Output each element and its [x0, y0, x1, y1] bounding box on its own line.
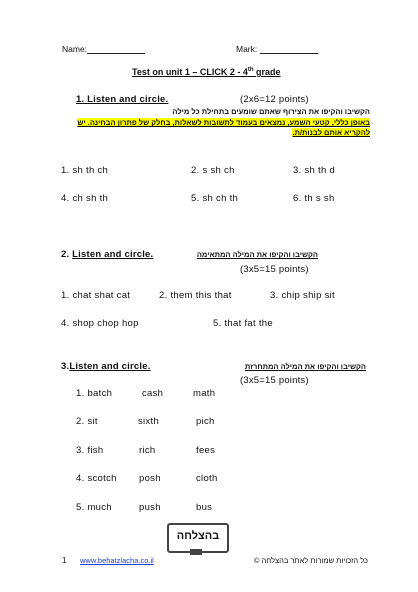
name-row	[62, 44, 145, 54]
list-item: 4. shop chop hop	[61, 318, 139, 329]
section1-heading: 1. Listen and circle.	[76, 94, 169, 105]
website-link[interactable]: www.behatzlacha.co.il	[80, 556, 154, 565]
section1-instruction: הקשיבו והקיפו את הצירוף שאתם שומעים בתחילת כל מילה	[172, 107, 370, 116]
section2-instruction: הקשיבו והקיפו את המילה המתאימה	[196, 250, 318, 259]
section3-points: (3x5=15 points)	[240, 375, 309, 386]
rhyme-option: rich	[139, 445, 156, 456]
list-item: 5. sh ch th	[191, 193, 239, 204]
rhyme-cue: 1. batch	[76, 388, 113, 399]
mark-row	[236, 44, 318, 54]
rhyme-option: cloth	[196, 473, 218, 484]
section2-heading: 2. Listen and circle.	[61, 249, 154, 260]
footer-copyright: כל הזכויות שמורות לאתר בהצלחה ©	[253, 556, 368, 565]
rhyme-option: bus	[196, 502, 213, 513]
rhyme-option: posh	[139, 473, 161, 484]
rhyme-cue: 4. scotch	[76, 473, 117, 484]
name-label: Name:	[62, 44, 88, 54]
list-item: 1. sh th ch	[61, 165, 109, 176]
rhyme-option: pich	[196, 416, 215, 427]
page-number: 1	[62, 556, 67, 565]
section1-note-line2: להקריא אותם לבנות/ת.	[292, 128, 370, 137]
rhyme-cue: 5. much	[76, 502, 112, 513]
section2-points: (3x5=15 points)	[240, 264, 309, 275]
rhyme-option: push	[139, 502, 161, 513]
rhyme-option: cash	[142, 388, 164, 399]
page-title: Test on unit 1 – CLICK 2 - 4th grade	[132, 67, 281, 77]
name-field[interactable]	[87, 44, 145, 54]
section1-note-line1: באופן כללי, קטעי השמע, נמצאים בעמוד לתשובות לשאלות, בחלק של פתרון הבחינה. יש	[77, 118, 370, 127]
list-item: 3. chip ship sit	[270, 290, 335, 301]
list-item: 6. th s sh	[293, 193, 335, 204]
logo-tab-decoration	[190, 549, 202, 555]
section3-heading: 3.Listen and circle.	[61, 361, 151, 372]
list-item: 1. chat shat cat	[61, 290, 131, 301]
mark-label: Mark:	[236, 44, 258, 54]
list-item: 2. s sh ch	[191, 165, 235, 176]
rhyme-cue: 2. sit	[76, 416, 98, 427]
rhyme-option: math	[193, 388, 216, 399]
list-item: 5. that fat the	[213, 318, 273, 329]
rhyme-cue: 3. fish	[76, 445, 104, 456]
list-item: 2. them this that	[159, 290, 232, 301]
footer-link[interactable]	[80, 556, 154, 565]
list-item: 4. ch sh th	[61, 193, 109, 204]
rhyme-option: fees	[196, 445, 216, 456]
section3-instruction: הקשיבו והקיפו את המילה המתחרזת	[244, 362, 366, 371]
logo-text: בהצלחה	[176, 530, 220, 542]
list-item: 3. sh th d	[293, 165, 336, 176]
section1-points: (2x6=12 points)	[240, 94, 309, 105]
mark-field[interactable]	[260, 44, 318, 54]
rhyme-option: sixth	[138, 416, 160, 427]
